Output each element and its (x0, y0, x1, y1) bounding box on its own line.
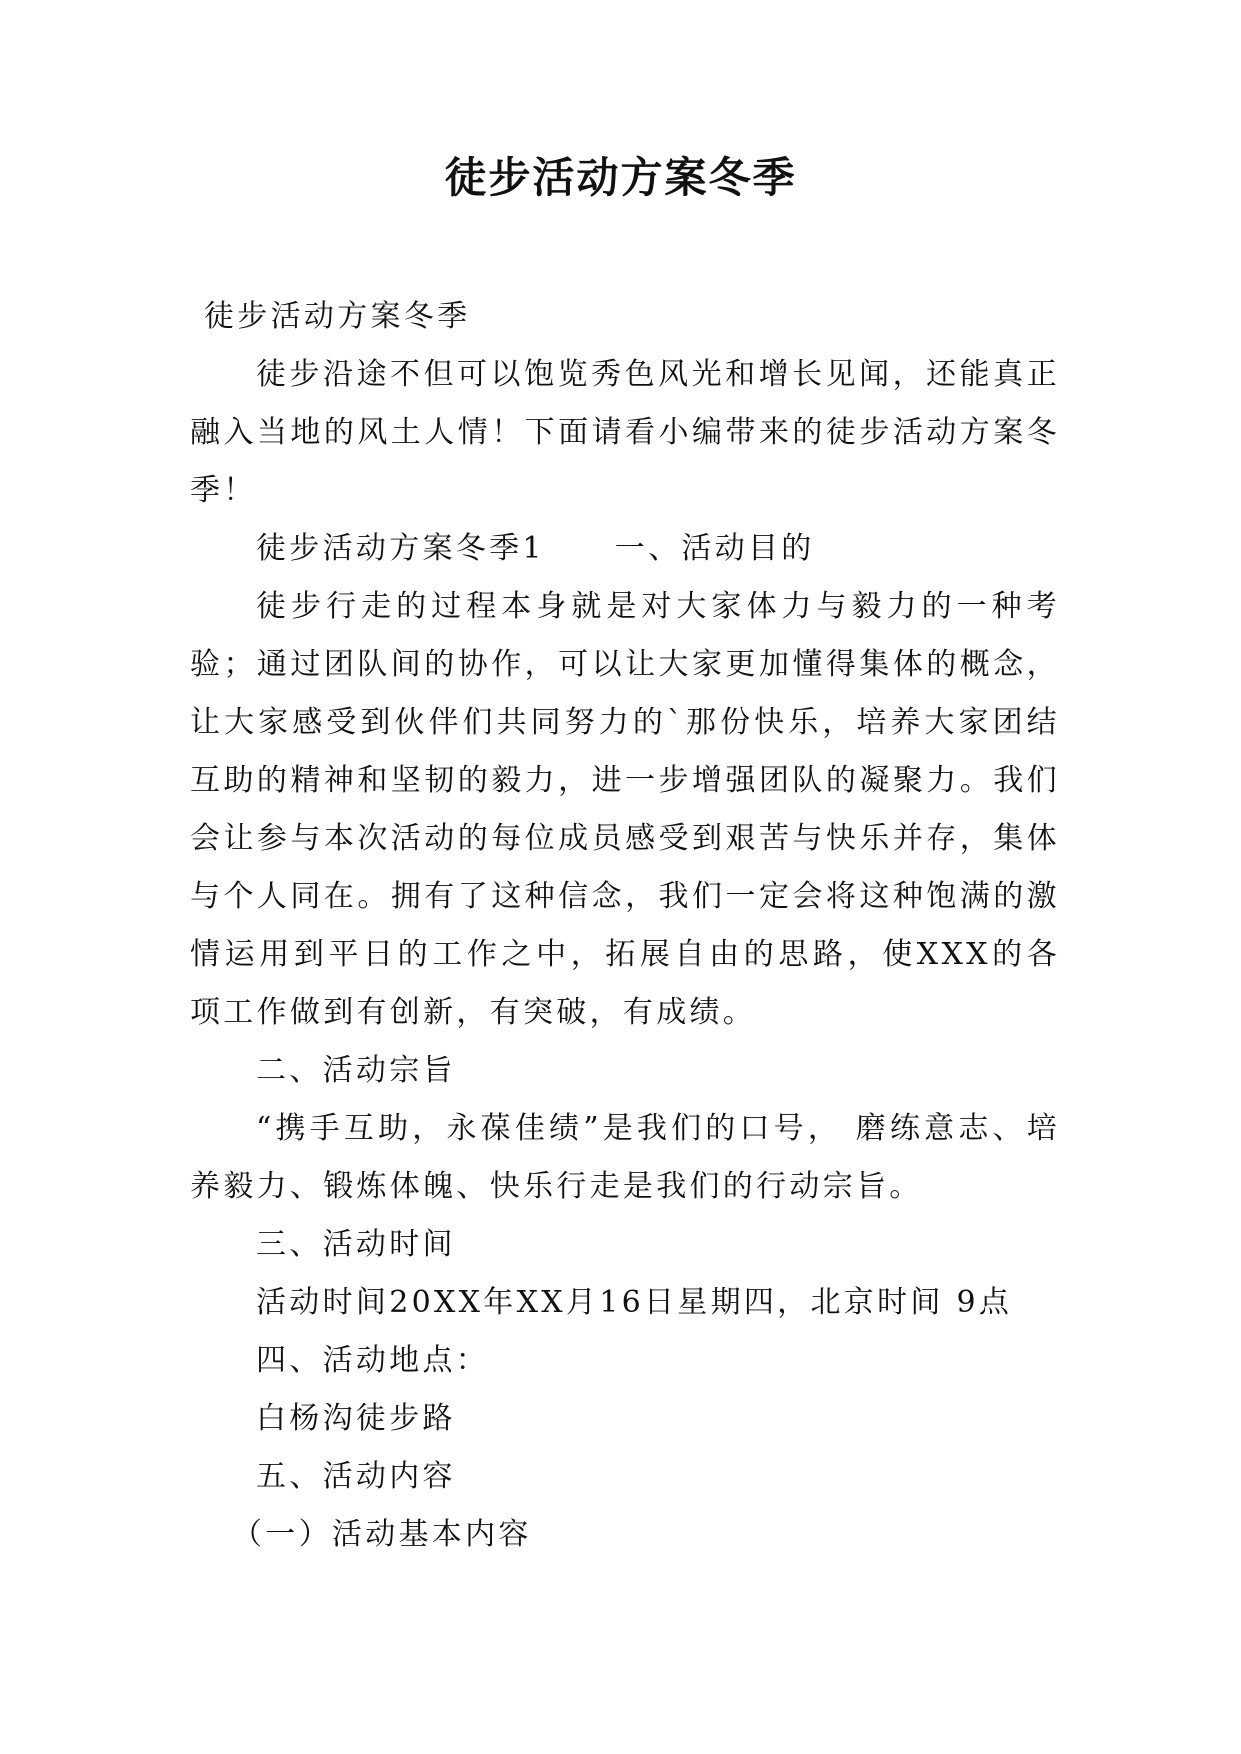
tenet-paragraph: “携手互助，永葆佳绩”是我们的口号， 磨练意志、培养毅力、锻炼体魄、快乐行走是我们的行动宗旨。 (190, 1111, 1060, 1204)
time-paragraph: 活动时间20XX年XX月16日星期四，北京时间 9点 (256, 1285, 1013, 1320)
intro-paragraph: 徒步沿途不但可以饱览秀色风光和增长见闻，还能真正融入当地的风土人情！下面请看小编带来的徒步活动方案冬季！ (190, 357, 1060, 508)
document-body (190, 288, 1060, 1564)
section1-label: 徒步活动方案冬季1 (256, 531, 545, 566)
section1-heading: 一、活动目的 (614, 531, 815, 566)
document-subtitle: 徒步活动方案冬季 (204, 299, 471, 334)
heading-tenet: 二、活动宗旨 (256, 1053, 456, 1088)
section1-line (190, 520, 1060, 578)
place-paragraph: 白杨沟徒步路 (256, 1401, 456, 1436)
heading-content: 五、活动内容 (256, 1459, 456, 1494)
document-title: 徒步活动方案冬季 (444, 153, 797, 202)
heading-basic-content: （一）活动基本内容 (232, 1517, 532, 1552)
heading-time: 三、活动时间 (256, 1227, 456, 1262)
purpose-paragraph: 徒步行走的过程本身就是对大家体力与毅力的一种考验；通过团队间的协作，可以让大家更加懂得集体的概念，让大家感受到伙伴们共同努力的`那份快乐，培养大家团结互助的精神和坚韧的毅力，进一步增强团队的凝聚力。我们会让参与本次活动的每位成员感受到艰苦与快乐并存，集体与个人同在。拥有了这种信念，我们一定会将这种饱满的激情运用到平日的工作之中，拓展自由的思路，使XXX的各项工作做到有创新，有突破，有成绩。 (190, 589, 1060, 1030)
heading-place: 四、活动地点： (256, 1343, 490, 1378)
